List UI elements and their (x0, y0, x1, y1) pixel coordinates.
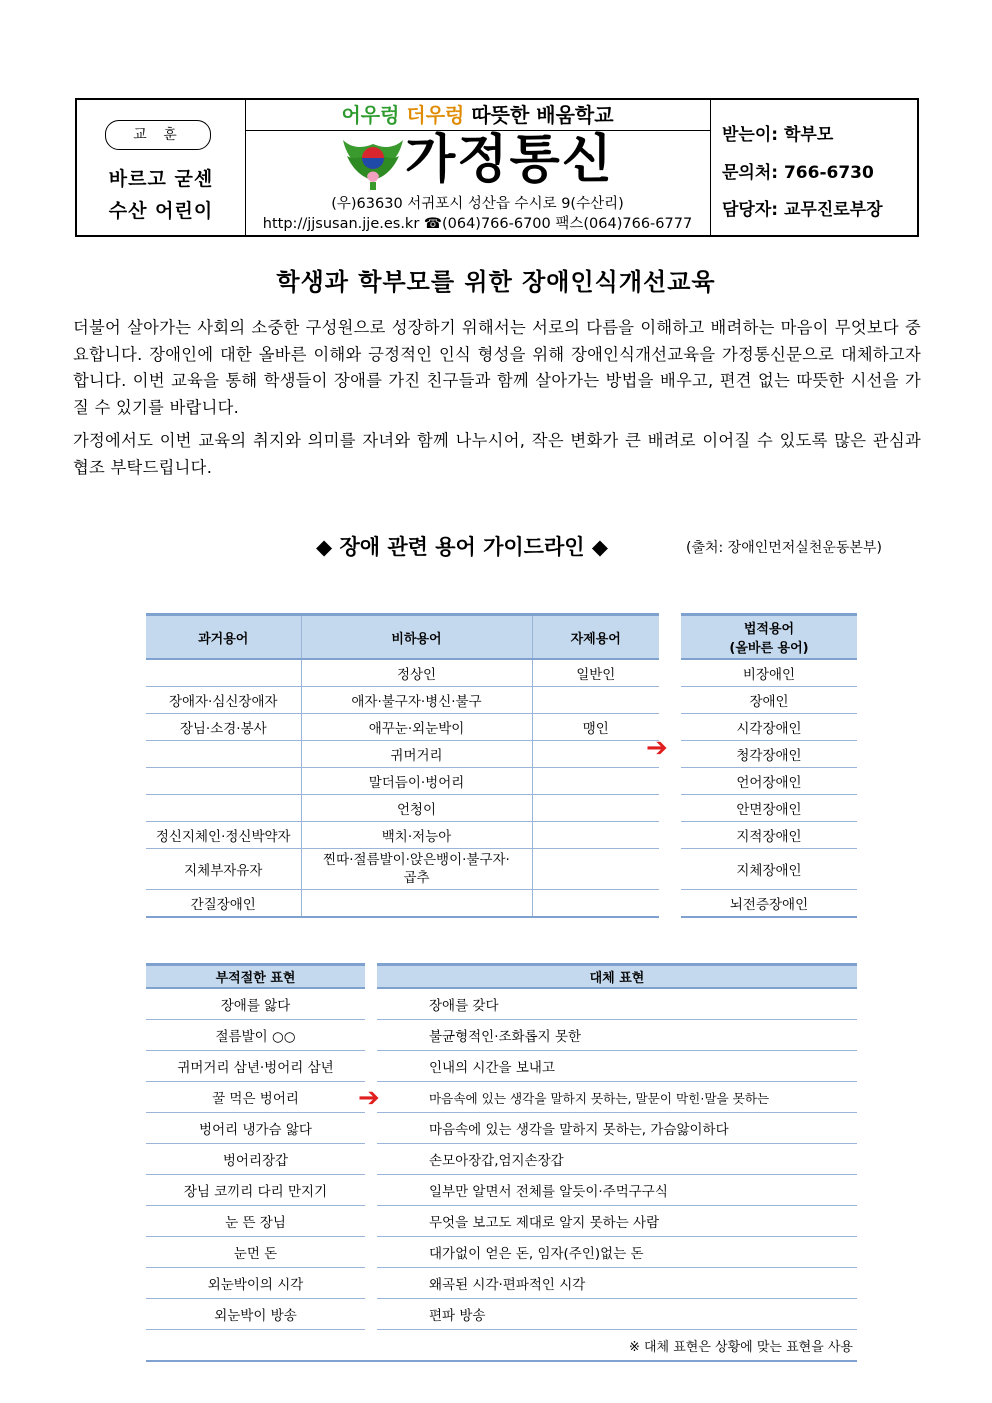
cell-derogatory: 찐따·절름발이·앉은뱅이·불구자·곱추 (301, 849, 532, 890)
cell-legal: 청각장애인 (681, 741, 857, 768)
table-gap (659, 822, 681, 849)
table-gap (365, 1020, 377, 1051)
table-row (146, 1206, 857, 1237)
cell-restrained (532, 890, 659, 918)
motto-column (77, 100, 246, 235)
cell-past: 장님·소경·봉사 (146, 714, 301, 741)
table-gap (365, 1113, 377, 1144)
table-row (146, 1051, 857, 1082)
table-row (146, 1020, 857, 1051)
cell-past: 지체부자유자 (146, 849, 301, 890)
table-row (146, 768, 857, 795)
table-gap (659, 615, 681, 660)
table-row (146, 1144, 857, 1175)
cell-past: 간질장애인 (146, 890, 301, 918)
table-row (146, 890, 857, 918)
header-derogatory-term: 비하용어 (301, 615, 532, 660)
table-row (146, 659, 857, 687)
intro-paragraph-1: 더불어 살아가는 사회의 소중한 구성원으로 성장하기 위해서는 서로의 다름을 이해하고 배려하는 마음이 무엇보다 중요합니다. 장애인에 대한 올바른 이해와 긍정적인 인식 형성을 위해 장애인식개선교육을 가정통신문으로 대체하고자 합니다. 이번 교육을 통해 학생들이 장애를 가진 친구들과 함께 살아가는 방법을 배우고, 편견 없는 따뜻한 시선을 가질 수 있기를 바랍니다. (73, 318, 921, 417)
table-gap (365, 965, 377, 989)
cell-inappropriate: 벙어리 냉가슴 앓다 (146, 1113, 365, 1144)
header-alternative: 대체 표현 (377, 965, 857, 989)
table-row (146, 714, 857, 741)
cell-restrained: 일반인 (532, 659, 659, 687)
cell-inappropriate: 눈먼 돈 (146, 1237, 365, 1268)
table-row (146, 1268, 857, 1299)
table-gap (659, 795, 681, 822)
cell-inappropriate: 외눈박이의 시각 (146, 1268, 365, 1299)
cell-inappropriate: 눈 뜬 장님 (146, 1206, 365, 1237)
table-row (146, 988, 857, 1020)
school-address: (우)63630 서귀포시 성산읍 수시로 9(수산리) (331, 196, 624, 212)
header-legal-term (681, 615, 857, 660)
guide-source: (출처: 장애인먼저실천운동본부) (686, 540, 882, 556)
cell-derogatory (301, 890, 532, 918)
cell-derogatory: 백치·저능아 (301, 822, 532, 849)
cell-inappropriate: 꿀 먹은 벙어리 (146, 1082, 365, 1113)
cell-alternative: 인내의 시간을 보내고 (377, 1051, 857, 1082)
cell-past: 장애자·심신장애자 (146, 687, 301, 714)
table-gap (365, 1237, 377, 1268)
cell-derogatory: 애꾸눈·외눈박이 (301, 714, 532, 741)
cell-alternative: 일부만 알면서 전체를 알듯이·주먹구구식 (377, 1175, 857, 1206)
table-row (146, 822, 857, 849)
table-note-row (146, 1330, 857, 1362)
table-gap (365, 988, 377, 1020)
expression-table (146, 963, 857, 1362)
cell-alternative: 무엇을 보고도 제대로 알지 못하는 사람 (377, 1206, 857, 1237)
table-gap (365, 1144, 377, 1175)
table-row (146, 849, 857, 890)
cell-alternative: 마음속에 있는 생각을 말하지 못하는, 말문이 막힌·말을 못하는 (377, 1082, 857, 1113)
cell-alternative: 불균형적인·조화롭지 못한 (377, 1020, 857, 1051)
header-legal-term-label: 법적용어 (743, 622, 795, 637)
cell-past (146, 741, 301, 768)
page-title: 가정통신 (405, 130, 614, 190)
header-inappropriate: 부적절한 표현 (146, 965, 365, 989)
table-row (146, 1237, 857, 1268)
table-gap (659, 687, 681, 714)
right-arrow-icon: ➔ (358, 1083, 380, 1113)
cell-derogatory: 애자·불구자·병신·불구 (301, 687, 532, 714)
terms-header-row (146, 615, 857, 660)
cell-legal: 지적장애인 (681, 822, 857, 849)
cell-restrained (532, 795, 659, 822)
header-restrained-term: 자제용어 (532, 615, 659, 660)
school-slogan (245, 102, 710, 131)
cell-past (146, 659, 301, 687)
cell-alternative: 왜곡된 시각·편파적인 시각 (377, 1268, 857, 1299)
header-legal-term-sub: (올바른 용어) (729, 641, 809, 656)
cell-alternative: 마음속에 있는 생각을 말하지 못하는, 가슴앓이하다 (377, 1113, 857, 1144)
school-contact: http://jjsusan.jje.es.kr ☎(064)766-6700 팩스(064)766-6777 (262, 216, 693, 232)
cell-restrained (532, 849, 659, 890)
cell-inappropriate: 벙어리장갑 (146, 1144, 365, 1175)
cell-past: 정신지체인·정신박약자 (146, 822, 301, 849)
header-box (75, 98, 919, 237)
motto-line-2: 수산 어린이 (108, 200, 214, 222)
cell-legal: 시각장애인 (681, 714, 857, 741)
cell-alternative: 장애를 갖다 (377, 988, 857, 1020)
cell-inappropriate: 귀머거리 삼년·벙어리 삼년 (146, 1051, 365, 1082)
cell-inappropriate: 절름발이 ○○ (146, 1020, 365, 1051)
cell-restrained (532, 768, 659, 795)
slogan-part-1: 어우렁 (341, 103, 400, 127)
cell-past (146, 795, 301, 822)
title-column (245, 100, 711, 235)
expression-header-row (146, 965, 857, 989)
table-gap (659, 890, 681, 918)
slogan-part-3: 따뜻한 배움학교 (471, 103, 614, 127)
slogan-part-2: 더우렁 (406, 103, 465, 127)
cell-legal: 비장애인 (681, 659, 857, 687)
cell-legal: 안면장애인 (681, 795, 857, 822)
table-row (146, 795, 857, 822)
table-row (146, 1113, 857, 1144)
cell-legal: 언어장애인 (681, 768, 857, 795)
cell-derogatory: 말더듬이·벙어리 (301, 768, 532, 795)
cell-alternative: 손모아장갑,엄지손장갑 (377, 1144, 857, 1175)
cell-legal: 지체장애인 (681, 849, 857, 890)
terms-table (146, 613, 857, 918)
header-past-term: 과거용어 (146, 615, 301, 660)
table-gap (365, 1175, 377, 1206)
table-gap (659, 659, 681, 687)
right-arrow-icon: ➔ (646, 733, 668, 763)
table-gap (659, 768, 681, 795)
table-row (146, 1082, 857, 1113)
table-gap (365, 1051, 377, 1082)
cell-past (146, 768, 301, 795)
cell-legal: 뇌전증장애인 (681, 890, 857, 918)
cell-inappropriate: 장님 코끼리 다리 만지기 (146, 1175, 365, 1206)
intro-paragraph-2: 가정에서도 이번 교육의 취지와 의미를 자녀와 함께 나누시어, 작은 변화가 큰 배려로 이어질 수 있도록 많은 관심과 협조 부탁드립니다. (73, 431, 921, 477)
guide-title: ◆ 장애 관련 용어 가이드라인 ◆ (316, 535, 609, 559)
cell-derogatory: 언청이 (301, 795, 532, 822)
cell-derogatory: 귀머거리 (301, 741, 532, 768)
recipient-info: 받는이: 학부모 (722, 125, 834, 145)
cell-inappropriate: 장애를 앓다 (146, 988, 365, 1020)
motto-label: 교 훈 (105, 120, 211, 150)
table-note: ※ 대체 표현은 상황에 맞는 표현을 사용 (146, 1330, 857, 1362)
cell-alternative: 대가없이 얻은 돈, 임자(주인)없는 돈 (377, 1237, 857, 1268)
cell-inappropriate: 외눈박이 방송 (146, 1299, 365, 1330)
document-title: 학생과 학부모를 위한 장애인식개선교육 (276, 268, 716, 296)
table-row (146, 741, 857, 768)
cell-alternative: 편파 방송 (377, 1299, 857, 1330)
cell-legal: 장애인 (681, 687, 857, 714)
cell-restrained: 맹인 (532, 714, 659, 741)
table-gap (365, 1206, 377, 1237)
motto-line-1: 바르고 굳센 (108, 168, 214, 190)
cell-restrained (532, 687, 659, 714)
table-gap (659, 849, 681, 890)
table-row (146, 1299, 857, 1330)
cell-restrained (532, 822, 659, 849)
school-emblem-icon (341, 136, 405, 192)
table-row (146, 687, 857, 714)
table-gap (365, 1299, 377, 1330)
cell-derogatory: 정상인 (301, 659, 532, 687)
cell-restrained (532, 741, 659, 768)
manager-info: 담당자: 교무진로부장 (722, 200, 883, 220)
inquiry-info: 문의처: 766-6730 (722, 163, 874, 183)
table-row (146, 1175, 857, 1206)
table-gap (365, 1268, 377, 1299)
info-column (710, 100, 917, 235)
